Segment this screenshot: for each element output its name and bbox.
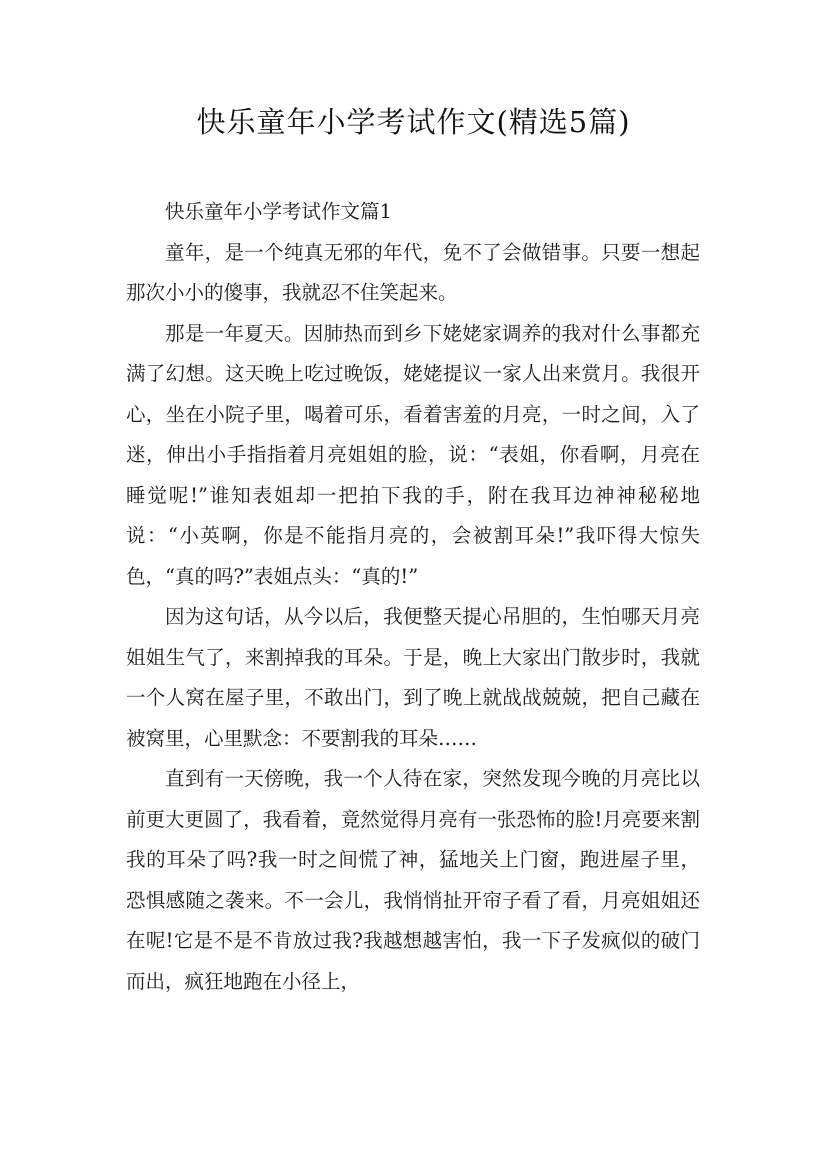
paragraph: 直到有一天傍晚，我一个人待在家，突然发现今晚的月亮比以前更大更圆了，我看着，竟然觉得月亮有一张恐怖的脸!月亮要来割我的耳朵了吗?我一时之间慌了神，猛地关上门窗，跑进屋子里，恐惧感随之袭来。不一会儿，我悄悄扯开帘子看了看，月亮姐姐还在呢!它是不是不肯放过我?我越想越害怕，我一下子发疯似的破门而出，疯狂地跑在小径上，	[126, 767, 700, 993]
paragraph: 那是一年夏天。因肺热而到乡下姥姥家调养的我对什么事都充满了幻想。这天晚上吃过晚饭，姥姥提议一家人出来赏月。我很开心，坐在小院子里，喝着可乐，看着害羞的月亮，一时之间，入了迷，伸出小手指指着月亮姐姐的脸，说：“表姐，你看啊，月亮在睡觉呢!”谁知表姐却一把拍下我的手，附在我耳边神神秘秘地说：“小英啊，你是不能指月亮的，会被割耳朵!”我吓得大惊失色，“真的吗?”表姐点头：“真的!”	[126, 321, 700, 588]
section-heading: 快乐童年小学考试作文篇1	[165, 200, 392, 223]
document-body	[126, 192, 700, 1002]
document-title: 快乐童年小学考试作文(精选5篇)	[196, 105, 631, 139]
paragraph: 因为这句话，从今以后，我便整天提心吊胆的，生怕哪天月亮姐姐生气了，来割掉我的耳朵。于是，晚上大家出门散步时，我就一个人窝在屋子里，不敢出门，到了晚上就战战兢兢，把自己藏在被窝里，心里默念：不要割我的耳朵……	[126, 605, 700, 750]
paragraph: 童年，是一个纯真无邪的年代，免不了会做错事。只要一想起那次小小的傻事，我就忍不住笑起来。	[126, 240, 700, 304]
